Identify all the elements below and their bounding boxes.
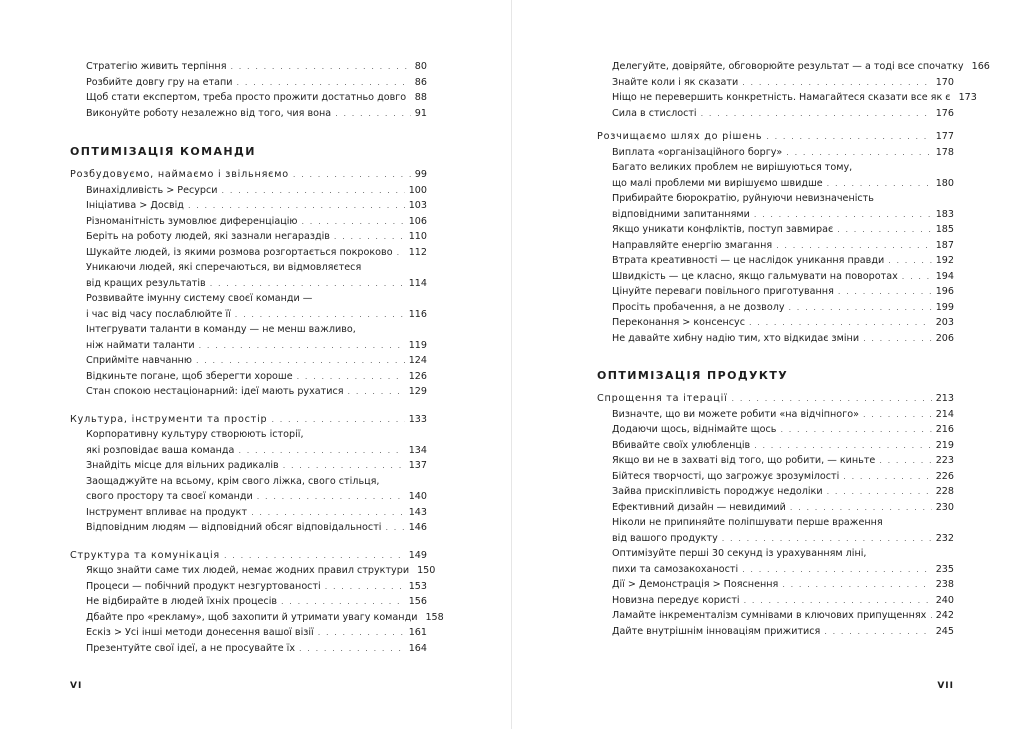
toc-entry [612, 301, 954, 315]
toc-section-title: Розчищаємо шлях до рішень [597, 131, 763, 142]
toc-page-number: 213 [935, 393, 954, 404]
toc-entry [612, 332, 954, 346]
toc-entry-title: Відкиньте погане, щоб зберегти хороше [86, 370, 293, 382]
dot-leader [299, 642, 405, 656]
toc-page-number: 134 [408, 444, 427, 456]
toc-page-number: 226 [935, 470, 954, 482]
dot-leader [251, 506, 405, 520]
toc-page-number: 242 [935, 610, 954, 621]
toc-page-number: 156 [408, 596, 427, 607]
toc-entry [612, 625, 954, 639]
toc-entry [612, 578, 954, 592]
toc-page-number: 240 [935, 594, 954, 606]
toc-page-number: 214 [935, 408, 954, 420]
toc-entry-title: Знайте коли і як сказати [612, 76, 739, 88]
dot-leader [271, 413, 404, 427]
toc-entry [86, 626, 427, 640]
dot-leader [238, 444, 404, 458]
dot-leader [754, 439, 931, 453]
toc-entry-title: і час від часу послаблюйте її [86, 308, 231, 320]
toc-entry-title: Знайдіть місце для вільних радикалів [86, 460, 279, 471]
toc-page-number: 223 [935, 455, 954, 466]
toc-entry [612, 270, 954, 284]
dot-leader [397, 246, 405, 260]
dot-leader [827, 485, 932, 499]
toc-section-title: Розбудовуємо, наймаємо і звільняємо [70, 169, 289, 180]
toc-page-number: 91 [414, 107, 427, 119]
toc-page-number: 146 [408, 522, 427, 533]
toc-page-number: 230 [935, 501, 954, 513]
toc-page-number: 158 [425, 611, 444, 623]
toc-page-number: 176 [935, 107, 954, 119]
toc-page-number: 228 [935, 486, 954, 497]
toc-entry [612, 254, 954, 268]
toc-section-heading [70, 168, 427, 182]
dot-leader [766, 130, 931, 144]
toc-entry [86, 385, 427, 399]
toc-page-number: 178 [935, 146, 954, 158]
dot-leader [732, 392, 932, 406]
toc-section-title: Структура та комунікація [70, 549, 221, 561]
dot-leader [742, 563, 932, 577]
toc-entry [86, 521, 427, 535]
toc-page-number: 119 [408, 339, 427, 351]
dot-leader [701, 107, 932, 121]
toc-entry-title: які розповідає ваша команда [86, 444, 235, 456]
dot-leader [888, 254, 931, 268]
toc-page-number: 194 [935, 270, 954, 282]
toc-entry [86, 277, 427, 291]
toc-entry [86, 184, 427, 198]
dot-leader [780, 423, 931, 437]
toc-entry-title: Ініціатива > Досвід [86, 200, 184, 211]
toc-entry [86, 459, 427, 473]
dot-leader [222, 184, 405, 198]
toc-entry-title: Бійтеся творчості, що загрожує зрозумілості [612, 470, 840, 482]
toc-page-number: 232 [935, 532, 954, 544]
toc-entry-title: Ескіз > Усі інші методи донесення вашої візії [86, 627, 314, 638]
dot-leader [302, 215, 405, 229]
toc-entry [612, 532, 954, 546]
toc-entry-title: Якщо знайти саме тих людей, немає жодних правил структури [86, 565, 410, 576]
dot-leader [824, 625, 931, 639]
dot-leader [776, 239, 932, 253]
toc-page-number: 114 [408, 277, 427, 289]
dot-leader [744, 594, 932, 608]
toc-entry-title: Шукайте людей, із якими розмова розгортається покроково [86, 246, 393, 258]
toc-page-number: 192 [935, 255, 954, 266]
toc-page-number: 183 [935, 208, 954, 220]
toc-entry-title: Сила в стислості [612, 107, 697, 119]
part-title: ОПТИМІЗАЦІЯ ПРОДУКТУ [597, 369, 789, 382]
dot-leader [749, 316, 932, 330]
dot-leader [237, 76, 411, 90]
toc-page-number: 116 [408, 308, 427, 320]
toc-entry-title: від кращих результатів [86, 277, 206, 289]
toc-page-number: 110 [408, 231, 427, 242]
toc-entry [612, 454, 954, 468]
toc-entry-first-line: Заощаджуйте на всьому, крім свого ліжка, свого стільця, [86, 475, 380, 487]
toc-entry-title: Виконуйте роботу незалежно від того, чия вона [86, 107, 332, 119]
toc-page-number: 149 [408, 549, 427, 561]
toc-entry [86, 506, 427, 520]
toc-entry-first-line: Розвивайте імунну систему своєї команди — [86, 293, 313, 304]
dot-leader [789, 301, 932, 315]
toc-entry [86, 370, 427, 384]
toc-page-number: 143 [408, 506, 427, 518]
dot-leader [257, 490, 405, 504]
dot-leader [754, 208, 932, 222]
toc-page-number: 112 [408, 246, 427, 258]
toc-section-heading [70, 413, 427, 427]
toc-entry [86, 490, 427, 504]
toc-entry [612, 107, 954, 121]
toc-entry [612, 485, 954, 499]
toc-page-number: 185 [935, 224, 954, 235]
toc-entry [86, 230, 427, 244]
toc-entry [612, 146, 954, 160]
toc-entry-title: Просіть пробачення, а не дозволу [612, 301, 785, 313]
toc-section-heading [597, 392, 954, 406]
toc-entry-title: Не давайте хибну надію тим, хто відкидає зміни [612, 332, 860, 344]
toc-page-number: 129 [408, 386, 427, 397]
toc-entry [612, 208, 954, 222]
toc-page-number: 173 [958, 92, 977, 103]
toc-page-number: 80 [414, 61, 427, 72]
toc-entry [612, 76, 954, 90]
dot-leader [790, 501, 932, 515]
toc-entry-title: Зайва прискіпливість породжує недоліки [612, 486, 823, 497]
toc-page-number: 161 [408, 627, 427, 638]
toc-entry [86, 91, 427, 105]
page-right [512, 0, 1024, 729]
toc-entry-title: Дбайте про «рекламу», щоб захопити й утримати увагу команди [86, 611, 418, 623]
dot-leader [230, 60, 410, 74]
dot-leader [325, 580, 405, 594]
dot-leader [722, 532, 932, 546]
toc-page-number: 199 [935, 301, 954, 313]
toc-entry-title: Стратегію живить терпіння [86, 61, 227, 72]
toc-entry [612, 470, 954, 484]
toc-entry-title: Втрата креативності — це наслідок уникання правди [612, 255, 885, 266]
dot-leader [385, 521, 404, 535]
dot-leader [210, 277, 405, 291]
toc-entry-title: Якщо уникати конфліктів, поступ завмирає [612, 224, 834, 235]
toc-entry-title: Різноманітність зумовлює диференціацію [86, 215, 298, 227]
toc-entry-title: Швидкість — це класно, якщо гальмувати на поворотах [612, 270, 898, 282]
toc-entry [612, 316, 954, 330]
toc-page-number: 235 [935, 563, 954, 575]
toc-page-number: 196 [935, 286, 954, 297]
dot-leader [827, 177, 932, 191]
toc-entry-title: Процеси — побічний продукт незгуртованості [86, 580, 321, 592]
toc-entry [86, 580, 427, 594]
toc-page-number: 245 [935, 625, 954, 637]
toc-entry [86, 107, 427, 121]
toc-page-number: 238 [935, 579, 954, 590]
toc-entry [86, 199, 427, 213]
toc-entry [612, 609, 954, 623]
dot-leader [281, 595, 405, 609]
toc-entry [612, 423, 954, 437]
toc-entry [86, 444, 427, 458]
toc-entry-title: Делегуйте, довіряйте, обговорюйте результат — а тоді все спочатку [612, 61, 964, 72]
toc-entry-first-line: Ніколи не припиняйте поліпшувати перше враження [612, 517, 883, 528]
toc-entry [612, 285, 954, 299]
dot-leader [224, 549, 405, 563]
toc-entry [86, 308, 427, 322]
toc-entry-title: від вашого продукту [612, 532, 718, 544]
toc-entry-title: Визначте, що ви можете робити «на відчіпного» [612, 408, 859, 420]
toc-entry-title: Ніщо не перевершить конкретність. Намагайтеся сказати все як є [612, 92, 951, 103]
dot-leader [283, 459, 405, 473]
toc-entry-first-line: Оптимізуйте перші 30 секунд із урахуванням ліні, [612, 548, 867, 559]
toc-entry [86, 564, 436, 578]
toc-page-number: 88 [414, 92, 427, 103]
toc-page-number: 206 [935, 332, 954, 344]
toc-page-number: 166 [971, 61, 990, 72]
toc-page-number: 153 [408, 580, 427, 592]
toc-entry [612, 408, 954, 422]
toc-page-number: 216 [935, 424, 954, 435]
dot-leader [297, 370, 405, 384]
toc-entry [86, 215, 427, 229]
toc-entry-title: Сприйміте навчанню [86, 355, 192, 366]
toc-entry [86, 60, 427, 74]
toc-entry-title: Якщо ви не в захваті від того, що робити, — киньте [612, 455, 876, 466]
toc-page-number: 164 [408, 642, 427, 654]
toc-entry-title: свого простору та своєї команди [86, 491, 253, 502]
toc-page-number: 133 [408, 413, 427, 425]
page-left [0, 0, 511, 729]
toc-entry [612, 223, 954, 237]
toc-entry-title: Розбийте довгу гру на етапи [86, 76, 233, 88]
toc-entry-title: Дайте внутрішнім інноваціям прижитися [612, 625, 821, 637]
toc-page-number: 99 [414, 169, 427, 180]
toc-entry-title: ніж наймати таланти [86, 339, 195, 351]
toc-page-number: 170 [935, 76, 954, 88]
dot-leader [838, 285, 932, 299]
toc-page-number: 86 [414, 76, 427, 88]
toc-section-heading [597, 130, 954, 144]
toc-entry-first-line: Інтегрувати таланти в команду — не менш важливо, [86, 324, 356, 335]
dot-leader [930, 609, 931, 623]
toc-entry-first-line: Уникаючи людей, які сперечаються, ви відмовляєтеся [86, 262, 362, 273]
dot-leader [742, 76, 931, 90]
toc-entry [86, 595, 427, 609]
toc-entry-title: Не відбирайте в людей їхніх процесів [86, 596, 278, 607]
toc-section-title: Спрощення та ітерації [597, 393, 728, 404]
toc-page-number: 219 [935, 439, 954, 451]
dot-leader [879, 454, 931, 468]
toc-entry [86, 76, 427, 90]
toc-entry-title: пихи та самозакоханості [612, 563, 739, 575]
part-title: ОПТИМІЗАЦІЯ КОМАНДИ [70, 145, 256, 158]
toc-entry-title: Дії > Демонстрація > Пояснення [612, 579, 779, 590]
toc-entry-title: що малі проблеми ми вирішуємо швидше [612, 177, 823, 189]
toc-entry-title: Беріть на роботу людей, які зазнали негараздів [86, 231, 330, 242]
toc-entry [86, 642, 427, 656]
toc-page-number: 140 [408, 491, 427, 502]
toc-entry-title: Ефективний дизайн — невидимий [612, 501, 786, 513]
toc-entry-title: Відповідним людям — відповідний обсяг відповідальності [86, 522, 382, 533]
toc-entry-title: Вбивайте своїх улюбленців [612, 439, 751, 451]
toc-entry-title: Стан спокою нестаціонарний: ідеї мають рухатися [86, 386, 344, 397]
toc-entry-title: Виплата «організаційного боргу» [612, 146, 783, 158]
toc-entry [612, 501, 954, 515]
toc-entry [612, 594, 954, 608]
toc-page-number: 177 [935, 131, 954, 142]
toc-page-number: 187 [935, 239, 954, 251]
dot-leader [782, 578, 931, 592]
toc-page-number: 124 [408, 355, 427, 366]
toc-entry-title: Презентуйте свої ідеї, а не просувайте їх [86, 642, 295, 654]
toc-entry-title: Направляйте енергію змагання [612, 239, 773, 251]
dot-leader [196, 354, 405, 368]
toc-entry-title: Цінуйте переваги повільного приготування [612, 286, 834, 297]
toc-page-number: 203 [935, 317, 954, 328]
toc-entry-title: Винахідливість > Ресурси [86, 184, 218, 196]
toc-entry [612, 60, 990, 74]
toc-entry [612, 91, 977, 105]
toc-entry-title: Інструмент впливає на продукт [86, 506, 248, 518]
dot-leader [837, 223, 931, 237]
toc-entry [612, 177, 954, 191]
dot-leader [235, 308, 405, 322]
toc-section-title: Культура, інструменти та простір [70, 413, 268, 425]
toc-entry-title: відповідними запитаннями [612, 208, 750, 220]
toc-entry [86, 246, 427, 260]
dot-leader [293, 168, 411, 182]
dot-leader [786, 146, 931, 160]
dot-leader [334, 230, 405, 244]
toc-page-number: 103 [408, 200, 427, 211]
toc-entry-title: Ламайте інкременталізм сумнівами в ключових припущеннях [612, 610, 927, 621]
toc-entry [86, 611, 444, 625]
dot-leader [348, 385, 405, 399]
dot-leader [410, 91, 411, 105]
toc-entry [86, 339, 427, 353]
toc-entry [612, 439, 954, 453]
toc-entry-title: Додаючи щось, віднімайте щось [612, 424, 777, 435]
toc-page-number: 180 [935, 177, 954, 189]
toc-entry-first-line: Прибирайте бюрократію, руйнуючи невизначеність [612, 193, 874, 204]
toc-entry-first-line: Багато великих проблем не вирішуються тому, [612, 162, 853, 173]
dot-leader [335, 107, 411, 121]
dot-leader [188, 199, 405, 213]
toc-page-number: 106 [408, 215, 427, 227]
toc-entry [86, 354, 427, 368]
toc-entry [612, 563, 954, 577]
toc-entry-title: Переконання > консенсус [612, 317, 745, 328]
toc-entry-title: Щоб стати експертом, треба просто прожити достатньо довго [86, 92, 407, 103]
dot-leader [318, 626, 405, 640]
toc-section-heading [70, 549, 427, 563]
page-number-folio: VI [70, 681, 83, 691]
toc-page-number: 137 [408, 460, 427, 471]
toc-entry-first-line: Корпоративну культуру створюють історії, [86, 429, 304, 440]
toc-page-number: 126 [408, 370, 427, 382]
toc-page-number: 150 [417, 565, 436, 576]
dot-leader [843, 470, 931, 484]
dot-leader [199, 339, 405, 353]
page-number-folio: VII [937, 681, 954, 691]
toc-entry [612, 239, 954, 253]
toc-page-number: 100 [408, 184, 427, 196]
dot-leader [863, 332, 932, 346]
dot-leader [863, 408, 932, 422]
dot-leader [902, 270, 932, 284]
toc-entry-title: Новизна передує користі [612, 594, 740, 606]
